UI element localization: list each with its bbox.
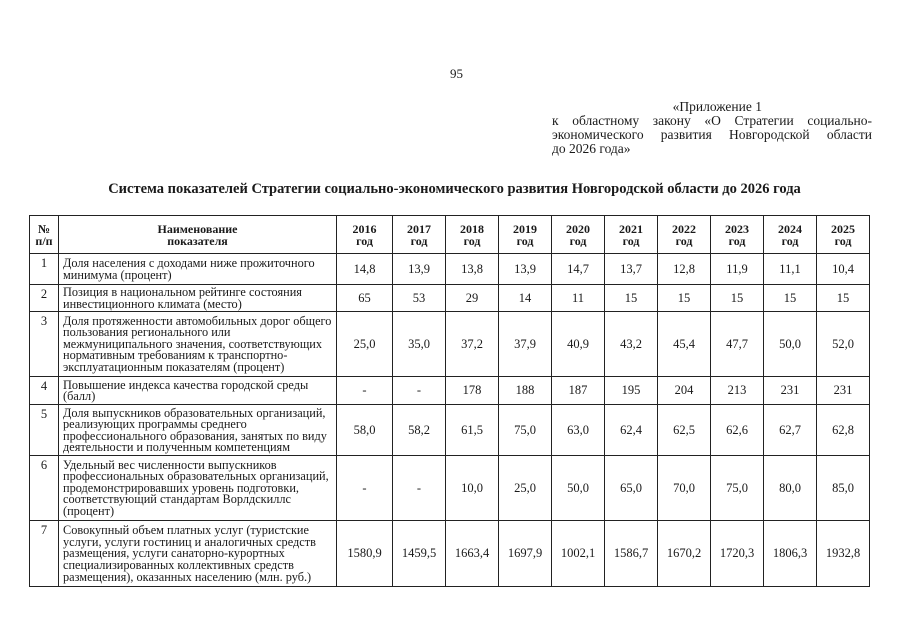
indicator-name: Удельный вес численности выпускников профессиональных образовательных организаций, продемонстрировавших уровень подготовки, соответствующий стандартам Ворлдскиллс (процент) bbox=[59, 456, 337, 521]
indicator-name: Позиция в национальном рейтинге состояния инвестиционного климата (место) bbox=[59, 285, 337, 312]
header-year: 2017 год bbox=[393, 216, 446, 254]
indicator-value: 13,7 bbox=[605, 254, 658, 285]
document-title: Система показателей Стратегии социально-экономического развития Новгородской области до 2026 года bbox=[108, 181, 801, 197]
indicator-value: 1670,2 bbox=[658, 521, 711, 587]
indicators-table bbox=[29, 215, 870, 587]
indicator-name: Доля населения с доходами ниже прожиточного минимума (процент) bbox=[59, 254, 337, 285]
indicator-value: 62,7 bbox=[764, 405, 817, 456]
table-row bbox=[30, 521, 870, 587]
indicator-value: 45,4 bbox=[658, 312, 711, 377]
indicator-value: 188 bbox=[499, 377, 552, 405]
indicator-value: 1459,5 bbox=[393, 521, 446, 587]
indicator-value: 11,9 bbox=[711, 254, 764, 285]
row-number: 7 bbox=[30, 521, 59, 587]
appendix-line: экономического развития Новгородской области bbox=[552, 127, 872, 142]
indicator-value: 15 bbox=[764, 285, 817, 312]
header-year: 2018 год bbox=[446, 216, 499, 254]
indicator-value: 52,0 bbox=[817, 312, 870, 377]
indicator-value: 13,9 bbox=[499, 254, 552, 285]
indicator-value: 62,6 bbox=[711, 405, 764, 456]
header-year: 2022 год bbox=[658, 216, 711, 254]
row-number: 5 bbox=[30, 405, 59, 456]
indicator-value: 62,5 bbox=[658, 405, 711, 456]
indicator-name: Совокупный объем платных услуг (туристские услуги, услуги гостиниц и аналогичных средств размещения, услуги санаторно-курортных специализированных коллективных средств размещения), оказанных населению (млн. руб.) bbox=[59, 521, 337, 587]
header-year: 2020 год bbox=[552, 216, 605, 254]
table-header-row bbox=[30, 216, 870, 254]
page-number: 95 bbox=[450, 66, 463, 81]
indicator-value: 231 bbox=[764, 377, 817, 405]
indicator-value: - bbox=[393, 456, 446, 521]
indicator-value: 1720,3 bbox=[711, 521, 764, 587]
indicator-name: Доля протяженности автомобильных дорог общего пользования регионального или межмуниципального значения, соответствующих нормативным требованиям к транспортно-эксплуатационным показателям (процент) bbox=[59, 312, 337, 377]
indicator-value: 231 bbox=[817, 377, 870, 405]
indicator-name: Повышение индекса качества городской среды (балл) bbox=[59, 377, 337, 405]
indicator-value: 15 bbox=[658, 285, 711, 312]
indicator-value: 14,8 bbox=[337, 254, 393, 285]
indicator-value: 204 bbox=[658, 377, 711, 405]
indicator-value: 1663,4 bbox=[446, 521, 499, 587]
indicator-value: 50,0 bbox=[552, 456, 605, 521]
indicator-value: - bbox=[337, 377, 393, 405]
indicator-value: 14 bbox=[499, 285, 552, 312]
indicator-value: 13,8 bbox=[446, 254, 499, 285]
header-number: № п/п bbox=[30, 216, 59, 254]
indicator-value: 58,0 bbox=[337, 405, 393, 456]
indicator-value: 10,0 bbox=[446, 456, 499, 521]
indicator-value: 1697,9 bbox=[499, 521, 552, 587]
indicator-value: 11 bbox=[552, 285, 605, 312]
header-year: 2023 год bbox=[711, 216, 764, 254]
indicator-value: 15 bbox=[817, 285, 870, 312]
indicator-value: 178 bbox=[446, 377, 499, 405]
indicator-value: 12,8 bbox=[658, 254, 711, 285]
indicator-value: - bbox=[337, 456, 393, 521]
table-row bbox=[30, 456, 870, 521]
appendix-line: до 2026 года» bbox=[552, 141, 631, 156]
indicator-value: 37,9 bbox=[499, 312, 552, 377]
indicator-value: 75,0 bbox=[711, 456, 764, 521]
indicator-value: 11,1 bbox=[764, 254, 817, 285]
appendix-line: к областному закону «О Стратегии социально- bbox=[552, 113, 872, 128]
indicator-value: 35,0 bbox=[393, 312, 446, 377]
indicator-value: 70,0 bbox=[658, 456, 711, 521]
indicator-value: 37,2 bbox=[446, 312, 499, 377]
indicator-value: 1002,1 bbox=[552, 521, 605, 587]
indicator-value: 1586,7 bbox=[605, 521, 658, 587]
indicator-value: 43,2 bbox=[605, 312, 658, 377]
indicator-value: 62,8 bbox=[817, 405, 870, 456]
table-row bbox=[30, 405, 870, 456]
indicator-value: 15 bbox=[605, 285, 658, 312]
indicator-value: 85,0 bbox=[817, 456, 870, 521]
indicator-value: 187 bbox=[552, 377, 605, 405]
indicator-value: 213 bbox=[711, 377, 764, 405]
indicator-value: 65 bbox=[337, 285, 393, 312]
indicator-value: 80,0 bbox=[764, 456, 817, 521]
indicator-value: 15 bbox=[711, 285, 764, 312]
indicator-value: 62,4 bbox=[605, 405, 658, 456]
header-indicator-name: Наименование показателя bbox=[59, 216, 337, 254]
appendix-note bbox=[552, 100, 872, 156]
indicator-value: 40,9 bbox=[552, 312, 605, 377]
indicator-value: 58,2 bbox=[393, 405, 446, 456]
indicator-value: 65,0 bbox=[605, 456, 658, 521]
indicator-value: 13,9 bbox=[393, 254, 446, 285]
indicator-value: 47,7 bbox=[711, 312, 764, 377]
indicator-name: Доля выпускников образовательных организаций, реализующих программы среднего профессионального образования, занятых по виду деятельности и полученным компетенциям bbox=[59, 405, 337, 456]
header-year: 2024 год bbox=[764, 216, 817, 254]
indicator-value: 1806,3 bbox=[764, 521, 817, 587]
indicator-value: 1580,9 bbox=[337, 521, 393, 587]
header-year: 2025 год bbox=[817, 216, 870, 254]
indicator-value: 1932,8 bbox=[817, 521, 870, 587]
table-row bbox=[30, 377, 870, 405]
indicator-value: 50,0 bbox=[764, 312, 817, 377]
indicator-value: 61,5 bbox=[446, 405, 499, 456]
header-year: 2019 год bbox=[499, 216, 552, 254]
row-number: 3 bbox=[30, 312, 59, 377]
indicator-value: 53 bbox=[393, 285, 446, 312]
row-number: 4 bbox=[30, 377, 59, 405]
indicator-value: 25,0 bbox=[499, 456, 552, 521]
indicator-value: 195 bbox=[605, 377, 658, 405]
row-number: 6 bbox=[30, 456, 59, 521]
indicator-value: 10,4 bbox=[817, 254, 870, 285]
indicator-value: 14,7 bbox=[552, 254, 605, 285]
table-row bbox=[30, 254, 870, 285]
indicator-value: 75,0 bbox=[499, 405, 552, 456]
row-number: 2 bbox=[30, 285, 59, 312]
table-row bbox=[30, 285, 870, 312]
header-year: 2016 год bbox=[337, 216, 393, 254]
appendix-line: «Приложение 1 bbox=[672, 99, 762, 114]
indicator-value: 25,0 bbox=[337, 312, 393, 377]
indicator-value: - bbox=[393, 377, 446, 405]
indicator-value: 29 bbox=[446, 285, 499, 312]
indicator-value: 63,0 bbox=[552, 405, 605, 456]
table-row bbox=[30, 312, 870, 377]
row-number: 1 bbox=[30, 254, 59, 285]
header-year: 2021 год bbox=[605, 216, 658, 254]
